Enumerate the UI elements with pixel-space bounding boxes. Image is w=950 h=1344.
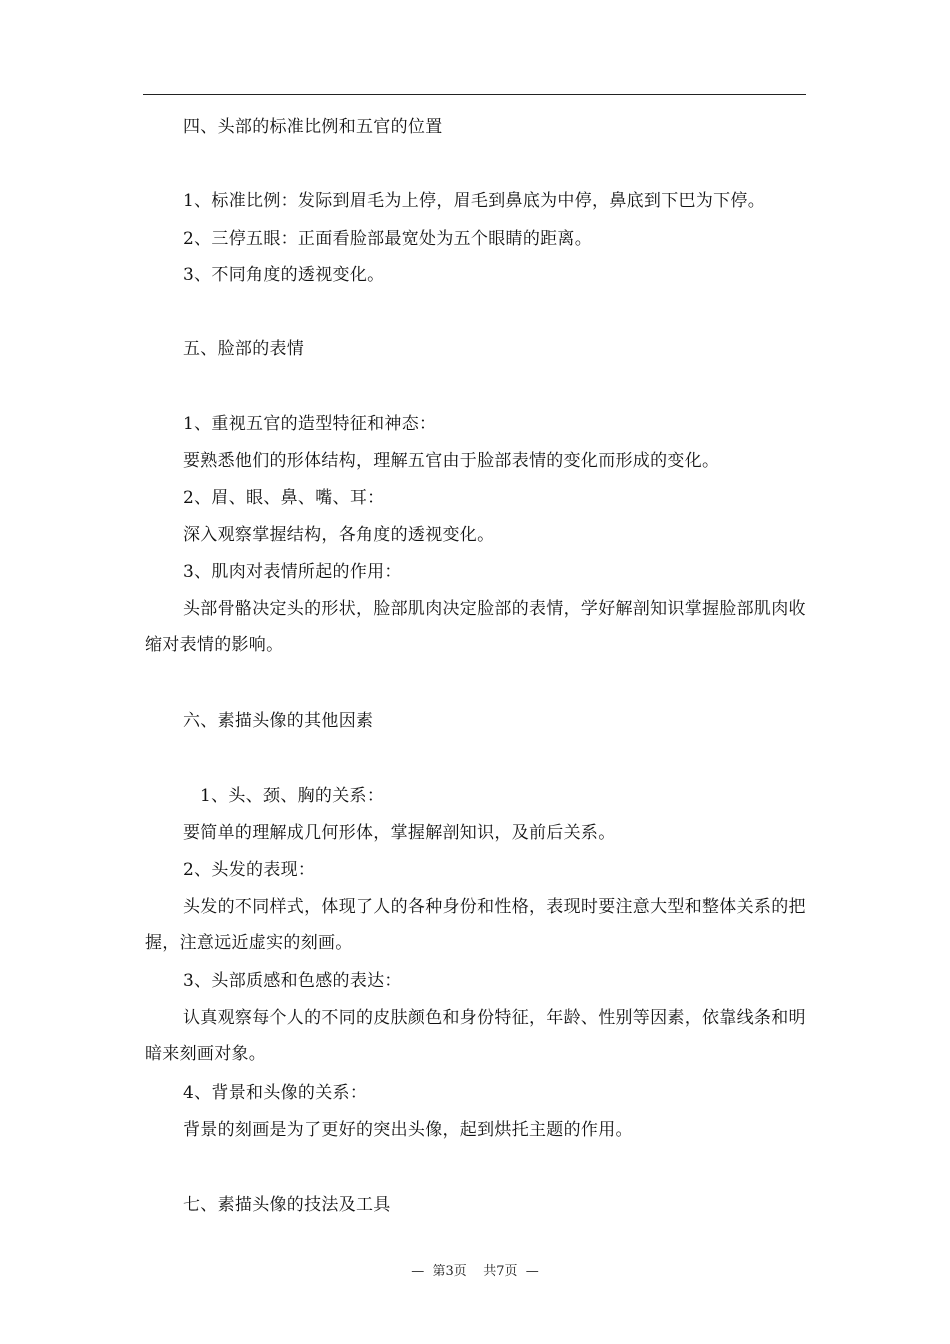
section-4-line-3: 3、不同角度的透视变化。 <box>183 265 385 285</box>
section-heading-7: 七、素描头像的技法及工具 <box>183 1195 391 1215</box>
page-footer: — 第3页 共7页 — <box>411 1264 539 1279</box>
section-6-line-4: 头发的不同样式，体现了人的各种身份和性格，表现时要注意大型和整体关系的把握，注意远近虚实的刻画。 <box>145 897 806 953</box>
section-6-line-6: 认真观察每个人的不同的皮肤颜色和身份特征，年龄、性别等因素，依靠线条和明暗来刻画对象。 <box>145 1008 806 1064</box>
section-5-line-4: 深入观察掌握结构，各角度的透视变化。 <box>183 525 495 545</box>
section-6-line-3: 2、头发的表现： <box>183 860 316 880</box>
section-heading-4: 四、头部的标准比例和五官的位置 <box>183 117 443 137</box>
section-6-line-2: 要简单的理解成几何形体，掌握解剖知识，及前后关系。 <box>183 823 616 843</box>
section-5-line-1: 1、重视五官的造型特征和神态： <box>183 414 437 434</box>
section-6-line-7: 4、背景和头像的关系： <box>183 1083 368 1103</box>
section-4-line-2: 2、三停五眼：正面看脸部最宽处为五个眼睛的距离。 <box>183 229 593 249</box>
section-6-line-1: 1、头、颈、胸的关系： <box>200 786 385 806</box>
section-5-line-3: 2、眉、眼、鼻、嘴、耳： <box>183 488 385 508</box>
section-5-line-5: 3、肌肉对表情所起的作用： <box>183 562 402 582</box>
section-6-line-8: 背景的刻画是为了更好的突出头像，起到烘托主题的作用。 <box>183 1120 633 1140</box>
section-4-line-1: 1、标准比例：发际到眉毛为上停，眉毛到鼻底为中停，鼻底到下巴为下停。 <box>183 191 766 211</box>
section-5-line-2: 要熟悉他们的形体结构，理解五官由于脸部表情的变化而形成的变化。 <box>183 451 720 471</box>
section-heading-6: 六、素描头像的其他因素 <box>183 711 374 731</box>
section-heading-5: 五、脸部的表情 <box>183 339 305 359</box>
header-rule <box>143 94 806 95</box>
section-5-line-6: 头部骨骼决定头的形状，脸部肌肉决定脸部的表情，学好解剖知识掌握脸部肌肉收缩对表情的影响。 <box>145 599 806 655</box>
section-6-line-5: 3、头部质感和色感的表达： <box>183 971 402 991</box>
